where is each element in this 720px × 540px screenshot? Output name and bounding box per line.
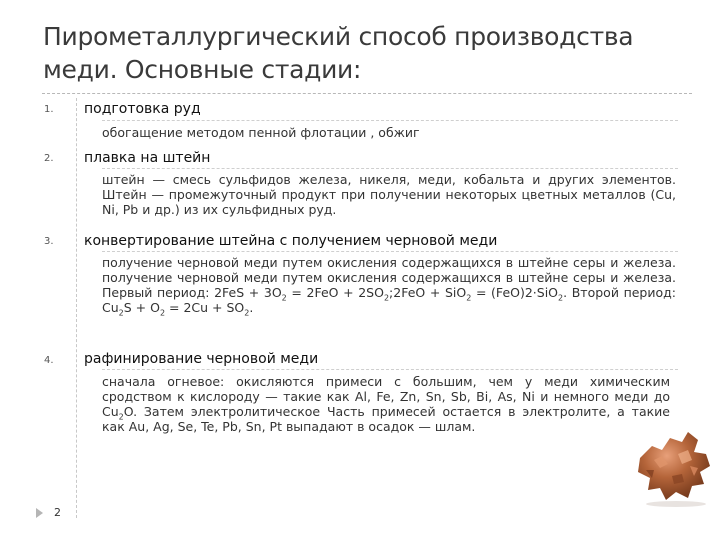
stage-heading: подготовка руд [84,101,201,117]
triangle-right-icon [36,508,43,518]
list-number: 4. [44,355,54,366]
divider [102,369,678,370]
stage-heading: конвертирование штейна с получением черновой меди [84,233,498,249]
page-number: 2 [54,506,61,519]
stage-heading: плавка на штейн [84,150,211,166]
stage-description: штейн — смесь сульфидов железа, никеля, меди, кобальта и других элементов. Штейн — промежуточный продукт при получении некоторых цветных металлов (Cu, Ni, Pb и др.) из их сульфидных руд. [102,172,676,217]
margin-divider [76,98,77,518]
list-number: 3. [44,236,54,247]
stage-description: сначала огневое: окисляются примеси с большим, чем у меди химическим сродством к кислороду — такие как Al, Fe, Zn, Sn, Sb, Bi, As, Ni и немного меди до $Cu_2O$. Затем электролитическое Часть примесей остается в электролите, а такие как Au, Ag, Se, Te, Pb, Sn, Pt выпадают в осадок — шлам. [102,374,670,434]
title-divider [42,93,692,94]
divider [102,120,678,121]
stage-heading: рафинирование черновой меди [84,351,319,367]
stage-description: получение черновой меди путем окисления содержащихся в штейне серы и железа. получение черновой меди путем окисления содержащихся в штейне серы и железа. Первый период: $2FeS + 3O_2 = 2FeO$ + $2SO_2;2FeO + SiO_2 = (FeO)2\cdot SiO_2$. Второй период: $Cu_2S + O_2 = 2Cu + SO_2$. [102,255,676,318]
list-number: 2. [44,153,54,164]
divider [102,168,678,169]
divider [102,251,678,252]
stage-description: обогащение методом пенной флотации , обжиг [102,125,420,140]
list-number: 1. [44,104,54,115]
copper-nugget-image [632,420,720,508]
slide-title: Пирометаллургический способ производства меди. Основные стадии: [43,22,634,84]
